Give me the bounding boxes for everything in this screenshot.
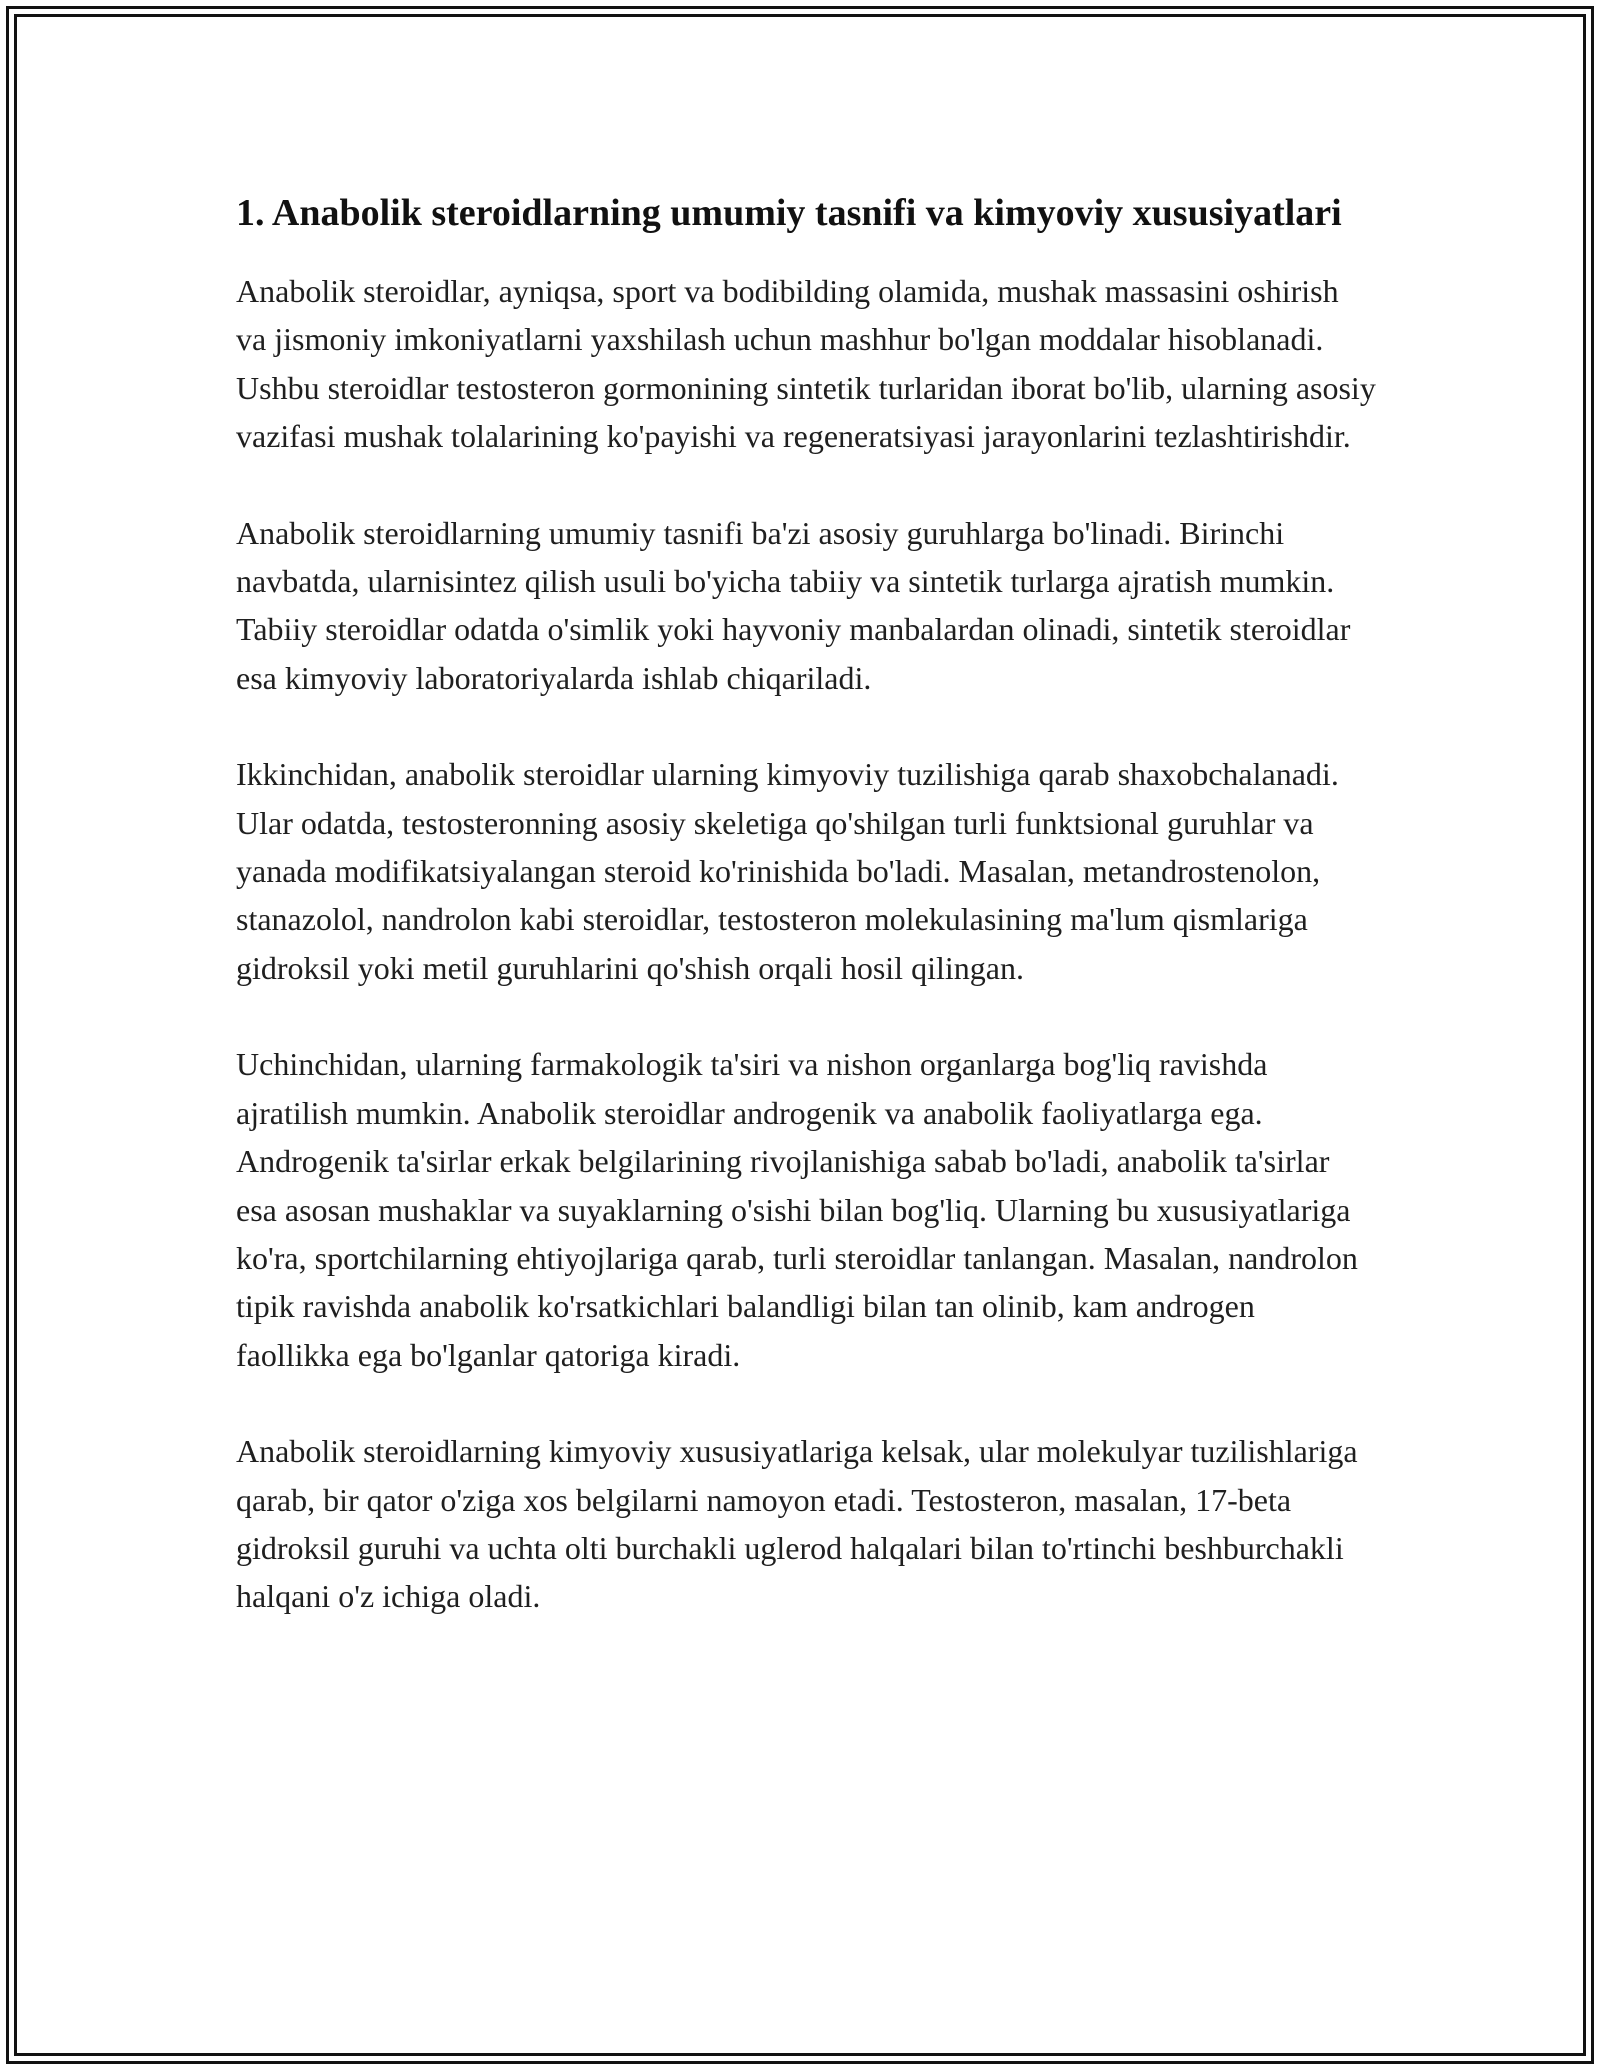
paragraph-3: Ikkinchidan, anabolik steroidlar ularning kimyoviy tuzilishiga qarab shaxobchalanadi. Ular odatda, testosteronning asosiy skeletiga qo'shilgan turli funktsional guruhlar va yanada modifikatsiyalangan steroid ko'rinishida bo'ladi. Masalan, metandrostenolon, stanazolol, nandrolon kabi steroidlar, testosteron molekulasining ma'lum qismlariga gidroksil yoki metil guruhlarini qo'shish orqali hosil qilingan.	[236, 756, 1339, 986]
section-heading: 1. Anabolik steroidlarning umumiy tasnifi va kimyoviy xususiyatlari	[236, 192, 1342, 234]
paragraph-2: Anabolik steroidlarning umumiy tasnifi ba'zi asosiy guruhlarga bo'linadi. Birinchi navbatda, ularnisintez qilish usuli bo'yicha tabiiy va sintetik turlarga ajratish mumkin. Tabiiy steroidlar odatda o'simlik yoki hayvoniy manbalardan olinadi, sintetik steroidlar esa kimyoviy laboratoriyalarda ishlab chiqariladi.	[236, 514, 1351, 696]
paragraph-1: Anabolik steroidlar, ayniqsa, sport va bodibilding olamida, mushak massasini oshirish va jismoniy imkoniyatlarni yaxshilash uchun mashhur bo'lgan moddalar hisoblanadi. Ushbu steroidlar testosteron gormonining sintetik turlaridan iborat bo'lib, ularning asosiy vazifasi mushak tolalarining ko'payishi va regeneratsiyasi jarayonlarini tezlashtirishdir.	[236, 273, 1376, 455]
document-body	[236, 186, 1376, 1669]
paragraph-5: Anabolik steroidlarning kimyoviy xususiyatlariga kelsak, ular molekulyar tuzilishlariga qarab, bir qator o'ziga xos belgilarni namoyon etadi. Testosteron, masalan, 17-beta gidroksil guruhi va uchta olti burchakli uglerod halqalari bilan to'rtinchi beshburchakli halqani o'z ichiga oladi.	[236, 1433, 1358, 1615]
paragraph-4: Uchinchidan, ularning farmakologik ta'siri va nishon organlarga bog'liq ravishda ajratilish mumkin. Anabolik steroidlar androgenik va anabolik faoliyatlarga ega. Androgenik ta'sirlar erkak belgilarining rivojlanishiga sabab bo'ladi, anabolik ta'sirlar esa asosan mushaklar va suyaklarning o'sishi bilan bog'liq. Ularning bu xususiyatlariga ko'ra, sportchilarning ehtiyojlariga qarab, turli steroidlar tanlangan. Masalan, nandrolon tipik ravishda anabolik ko'rsatkichlari balandligi bilan tan olinib, kam androgen faollikka ega bo'lganlar qatoriga kiradi.	[236, 1046, 1358, 1373]
